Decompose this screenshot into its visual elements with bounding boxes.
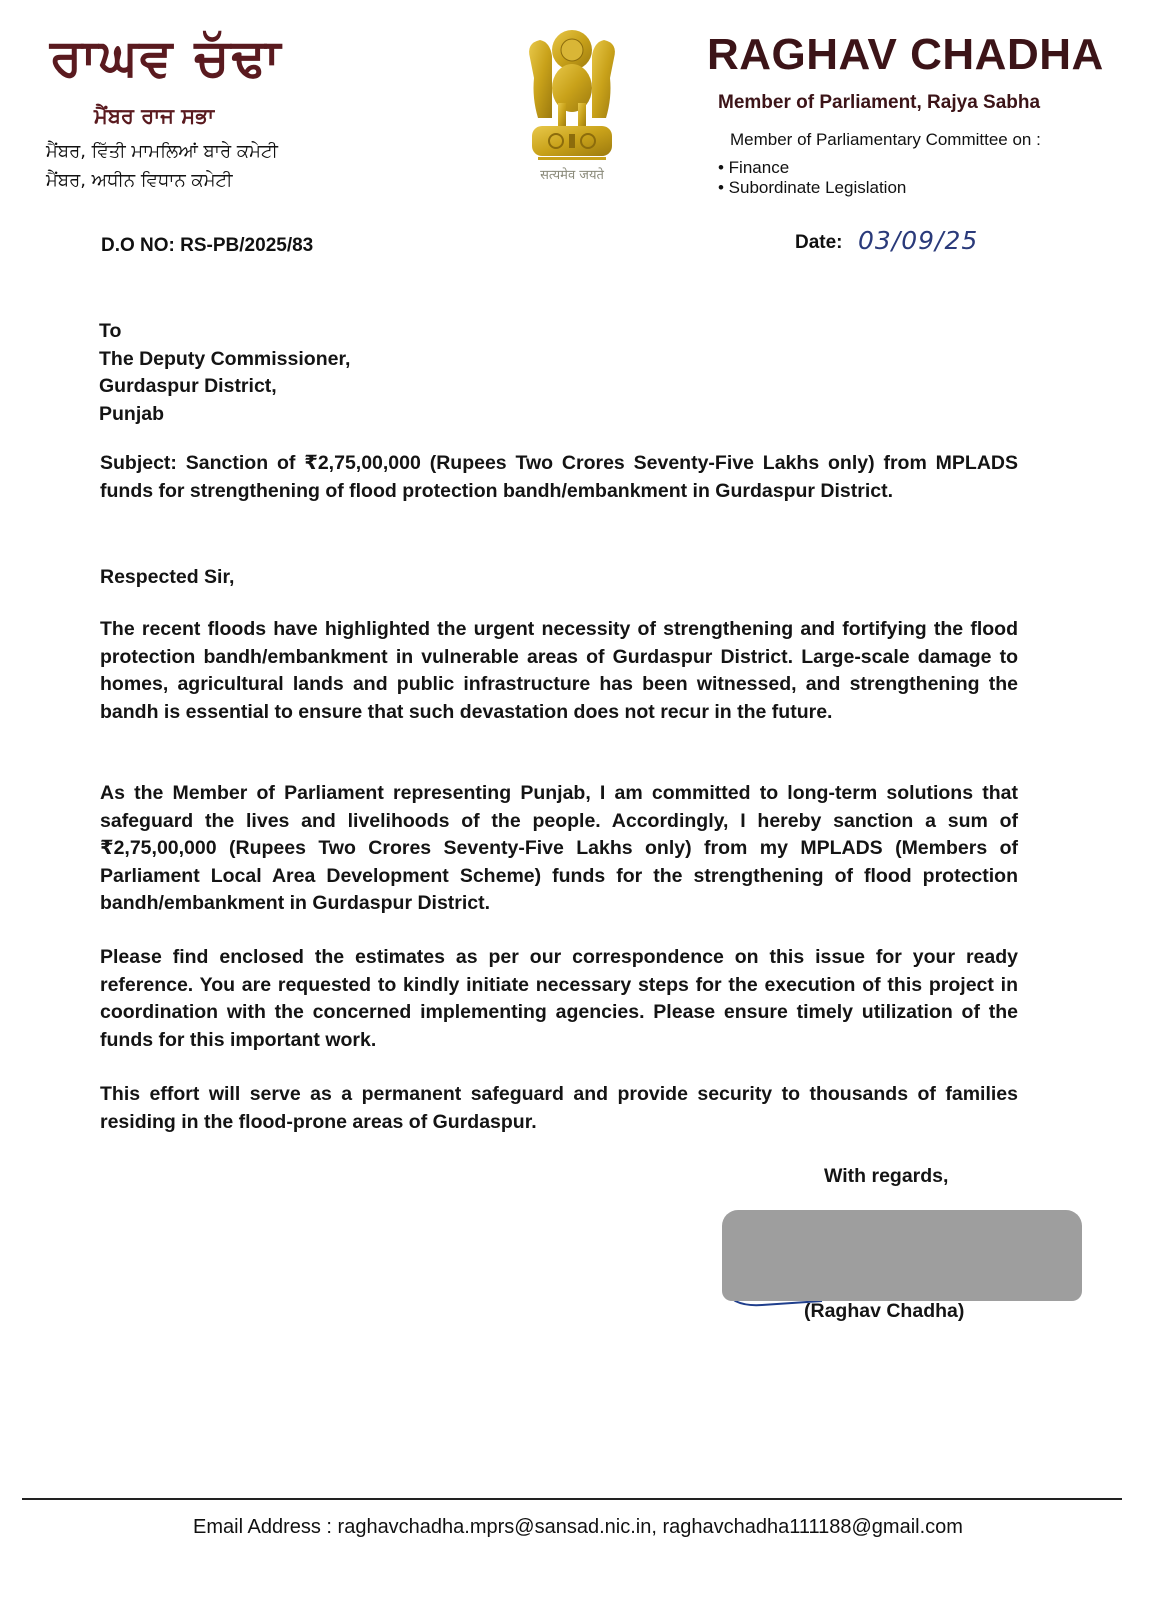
- committee-item: • Subordinate Legislation: [718, 178, 907, 197]
- national-emblem-icon: [522, 18, 622, 188]
- english-name: RAGHAV CHADHA: [707, 30, 1104, 79]
- body-paragraph: The recent floods have highlighted the urgent necessity of strengthening and fortifying the flood protection bandh/embankment in vulnerable areas of Gurdaspur District. Large-scale damage to homes, agricultural lands and public infrastructure has been witnessed, and strengthening the bandh is essential to ensure that such devastation does not recur in the future.: [100, 618, 1018, 723]
- addressee-block: [99, 318, 350, 428]
- date-value: 03/09/25: [858, 226, 979, 255]
- addressee-line: To: [99, 320, 122, 342]
- salutation: Respected Sir,: [100, 566, 235, 588]
- committee-heading: Member of Parliamentary Committee on :: [730, 130, 1041, 149]
- body-paragraph: As the Member of Parliament representing Punjab, I am committed to long-term solutions that safeguard the lives and livelihoods of the people. Accordingly, I hereby sanction a sum of ₹2,75,00,000 (Rupees Two Crores Seventy-Five Lakhs only) from my MPLADS (Members of Parliament Local Area Development Scheme) funds for the strengthening of flood protection bandh/embankment in Gurdaspur District.: [100, 782, 1018, 914]
- footer-email: Email Address : raghavchadha.mprs@sansad.nic.in, raghavchadha111188@gmail.com: [193, 1516, 963, 1538]
- body-paragraph: Please find enclosed the estimates as per our correspondence on this issue for your ready reference. You are requested to kindly initiate necessary steps for the execution of this project in coordination with the concerned implementing agencies. Please ensure timely utilization of the funds for this important work.: [100, 946, 1018, 1051]
- addressee-line: Punjab: [99, 402, 165, 425]
- addressee-line: The Deputy Commissioner,: [99, 347, 351, 370]
- footer-divider: [22, 1498, 1122, 1500]
- punjabi-title: ਮੈਂਬਰ ਰਾਜ ਸਭਾ: [94, 104, 215, 128]
- emblem-motto: सत्यमेव जयते: [540, 168, 604, 183]
- closing-regards: With regards,: [824, 1165, 949, 1187]
- body-paragraph: This effort will serve as a permanent safeguard and provide security to thousands of families residing in the flood-prone areas of Gurdaspur.: [100, 1083, 1018, 1133]
- redacted-signature: [722, 1210, 1082, 1301]
- english-title: Member of Parliament, Rajya Sabha: [718, 92, 1041, 113]
- addressee-line: Gurdaspur District,: [99, 375, 277, 397]
- punjabi-committee-2: ਮੈਂਬਰ, ਅਧੀਨ ਵਿਧਾਨ ਕਮੇਟੀ: [46, 170, 233, 191]
- do-number: D.O NO: RS-PB/2025/83: [101, 235, 314, 256]
- punjabi-name: ਰਾਘਵ ਚੱਢਾ: [50, 28, 283, 88]
- date-label: Date:: [795, 232, 843, 253]
- punjabi-committee-1: ਮੈਂਬਰ, ਵਿੱਤੀ ਮਾਮਲਿਆਂ ਬਾਰੇ ਕਮੇਟੀ: [46, 141, 278, 162]
- committee-item: • Finance: [718, 158, 790, 177]
- subject-line: Subject: Sanction of ₹2,75,00,000 (Rupees Two Crores Seventy-Five Lakhs only) from MPLADS funds for strengthening of flood protection bandh/embankment in Gurdaspur District.: [100, 452, 1018, 502]
- signatory-name: (Raghav Chadha): [804, 1300, 965, 1322]
